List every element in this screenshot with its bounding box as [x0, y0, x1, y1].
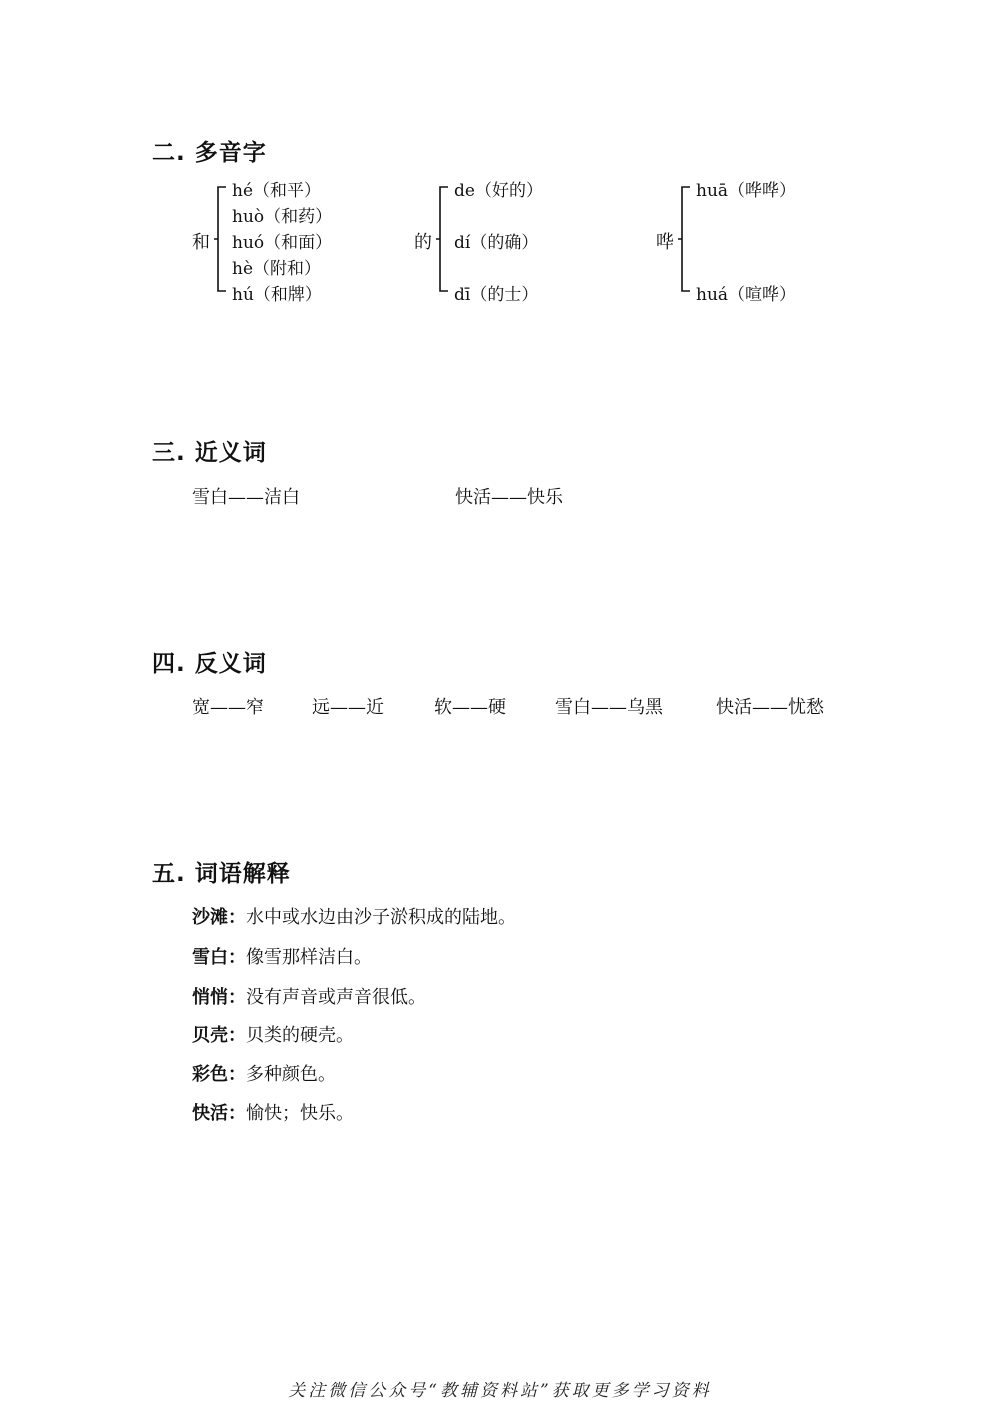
- definition-term: 贝壳：: [192, 1025, 246, 1046]
- antonym-pair: 雪白——乌黑: [555, 697, 663, 718]
- reading-item: de（好的）: [454, 181, 543, 201]
- definition-row: [192, 983, 426, 1009]
- definition-text: 贝类的硬壳。: [246, 1025, 354, 1046]
- polyphonic-group-hua: [654, 172, 854, 304]
- definition-text: 水中或水边由沙子淤积成的陆地。: [246, 907, 516, 928]
- polyphonic-char: 哗: [656, 232, 674, 253]
- definition-text: 多种颜色。: [246, 1064, 336, 1085]
- reading-item: huā（哗哗）: [696, 181, 797, 201]
- polyphonic-char: 的: [414, 232, 432, 253]
- reading-item: hé（和平）: [232, 181, 322, 201]
- definition-term: 雪白：: [192, 947, 246, 968]
- definition-row: [192, 1060, 336, 1086]
- bracket-icon: [214, 186, 226, 292]
- definition-text: 愉快；快乐。: [246, 1103, 354, 1124]
- antonym-pair: 快活——忧愁: [716, 697, 824, 718]
- definition-row: [192, 903, 516, 929]
- reading-item: hè（附和）: [232, 259, 322, 279]
- reading-item: huò（和药）: [232, 207, 333, 227]
- definition-term: 彩色：: [192, 1064, 246, 1085]
- synonym-pair: 雪白——洁白: [192, 487, 300, 508]
- antonym-pair: 远——近: [312, 697, 384, 718]
- reading-item: huó（和面）: [232, 233, 333, 253]
- section-title-antonyms: 四. 反义词: [152, 651, 267, 677]
- reading-item: dī（的士）: [454, 285, 539, 305]
- antonym-pair: 宽——窄: [192, 697, 264, 718]
- reading-item: huá（喧哗）: [696, 285, 797, 305]
- reading-item: dí（的确）: [454, 233, 539, 253]
- polyphonic-char: 和: [192, 232, 210, 253]
- definition-text: 像雪那样洁白。: [246, 947, 372, 968]
- footer-note: 关注微信公众号“教辅资料站”获取更多学习资料: [288, 1381, 712, 1401]
- definition-term: 悄悄：: [192, 987, 246, 1008]
- bracket-icon: [678, 186, 690, 292]
- reading-item: hú（和牌）: [232, 285, 322, 305]
- polyphonic-group-he: [190, 172, 390, 304]
- definition-text: 没有声音或声音很低。: [246, 987, 426, 1008]
- section-title-polyphonic: 二. 多音字: [152, 140, 267, 166]
- definition-row: [192, 943, 372, 969]
- polyphonic-group-de: [412, 172, 612, 304]
- section-title-synonyms: 三. 近义词: [152, 440, 267, 466]
- bracket-icon: [436, 186, 448, 292]
- synonym-pair: 快活——快乐: [455, 487, 563, 508]
- definition-row: [192, 1021, 354, 1047]
- definition-term: 快活：: [192, 1103, 246, 1124]
- antonym-pair: 软——硬: [434, 697, 506, 718]
- definition-term: 沙滩：: [192, 907, 246, 928]
- section-title-definitions: 五. 词语解释: [152, 861, 291, 887]
- definition-row: [192, 1099, 354, 1125]
